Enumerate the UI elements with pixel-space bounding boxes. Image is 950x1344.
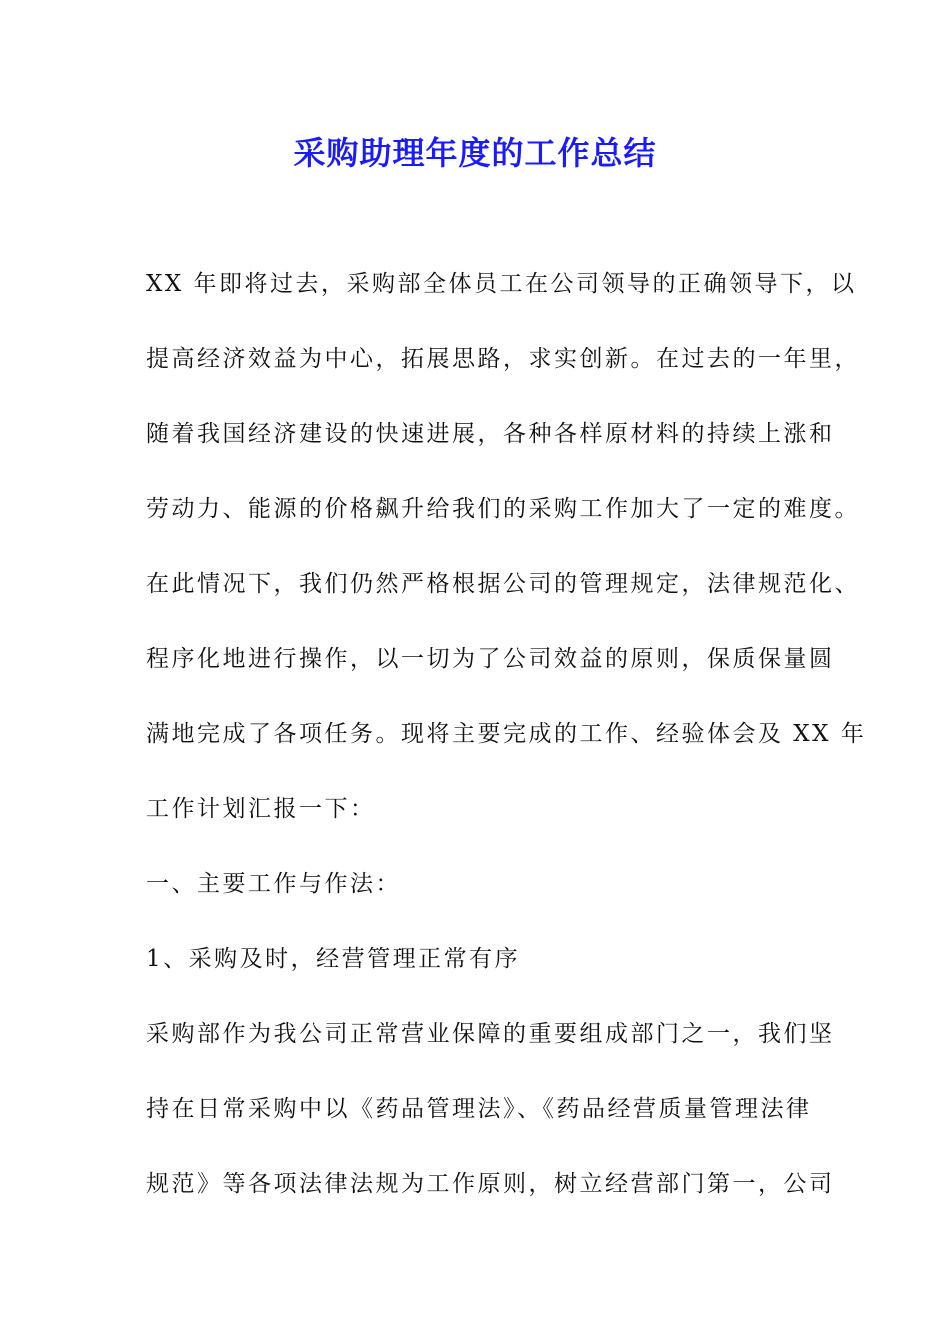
paragraph-line: 工作计划汇报一下： bbox=[146, 796, 376, 822]
paragraph-line: 规范》等各项法律法规为工作原则，树立经营部门第一，公司 bbox=[146, 1171, 835, 1197]
paragraph-line: 劳动力、能源的价格飙升给我们的采购工作加大了一定的难度。 bbox=[146, 496, 860, 522]
paragraph-line: 持在日常采购中以《药品管理法》、《药品经营质量管理法律 bbox=[146, 1096, 812, 1122]
subsection-heading: 1、采购及时，经营管理正常有序 bbox=[146, 946, 521, 972]
paragraph-line: 采购部作为我公司正常营业保障的重要组成部门之一，我们坚 bbox=[146, 1021, 835, 1047]
paragraph-line: XX 年即将过去，采购部全体员工在公司领导的正确领导下，以 bbox=[146, 271, 857, 297]
paragraph-line: 满地完成了各项任务。现将主要完成的工作、经验体会及 XX 年 bbox=[146, 721, 867, 747]
paragraph-line: 随着我国经济建设的快速进展，各种各样原材料的持续上涨和 bbox=[146, 421, 835, 447]
section-heading: 一、主要工作与作法： bbox=[146, 871, 401, 897]
paragraph-line: 提高经济效益为中心，拓展思路，求实创新。在过去的一年里， bbox=[146, 346, 860, 372]
paragraph-line: 程序化地进行操作，以一切为了公司效益的原则，保质保量圆 bbox=[146, 646, 835, 672]
document-title: 采购助理年度的工作总结 bbox=[293, 134, 657, 172]
paragraph-line: 在此情况下，我们仍然严格根据公司的管理规定，法律规范化、 bbox=[146, 571, 860, 597]
